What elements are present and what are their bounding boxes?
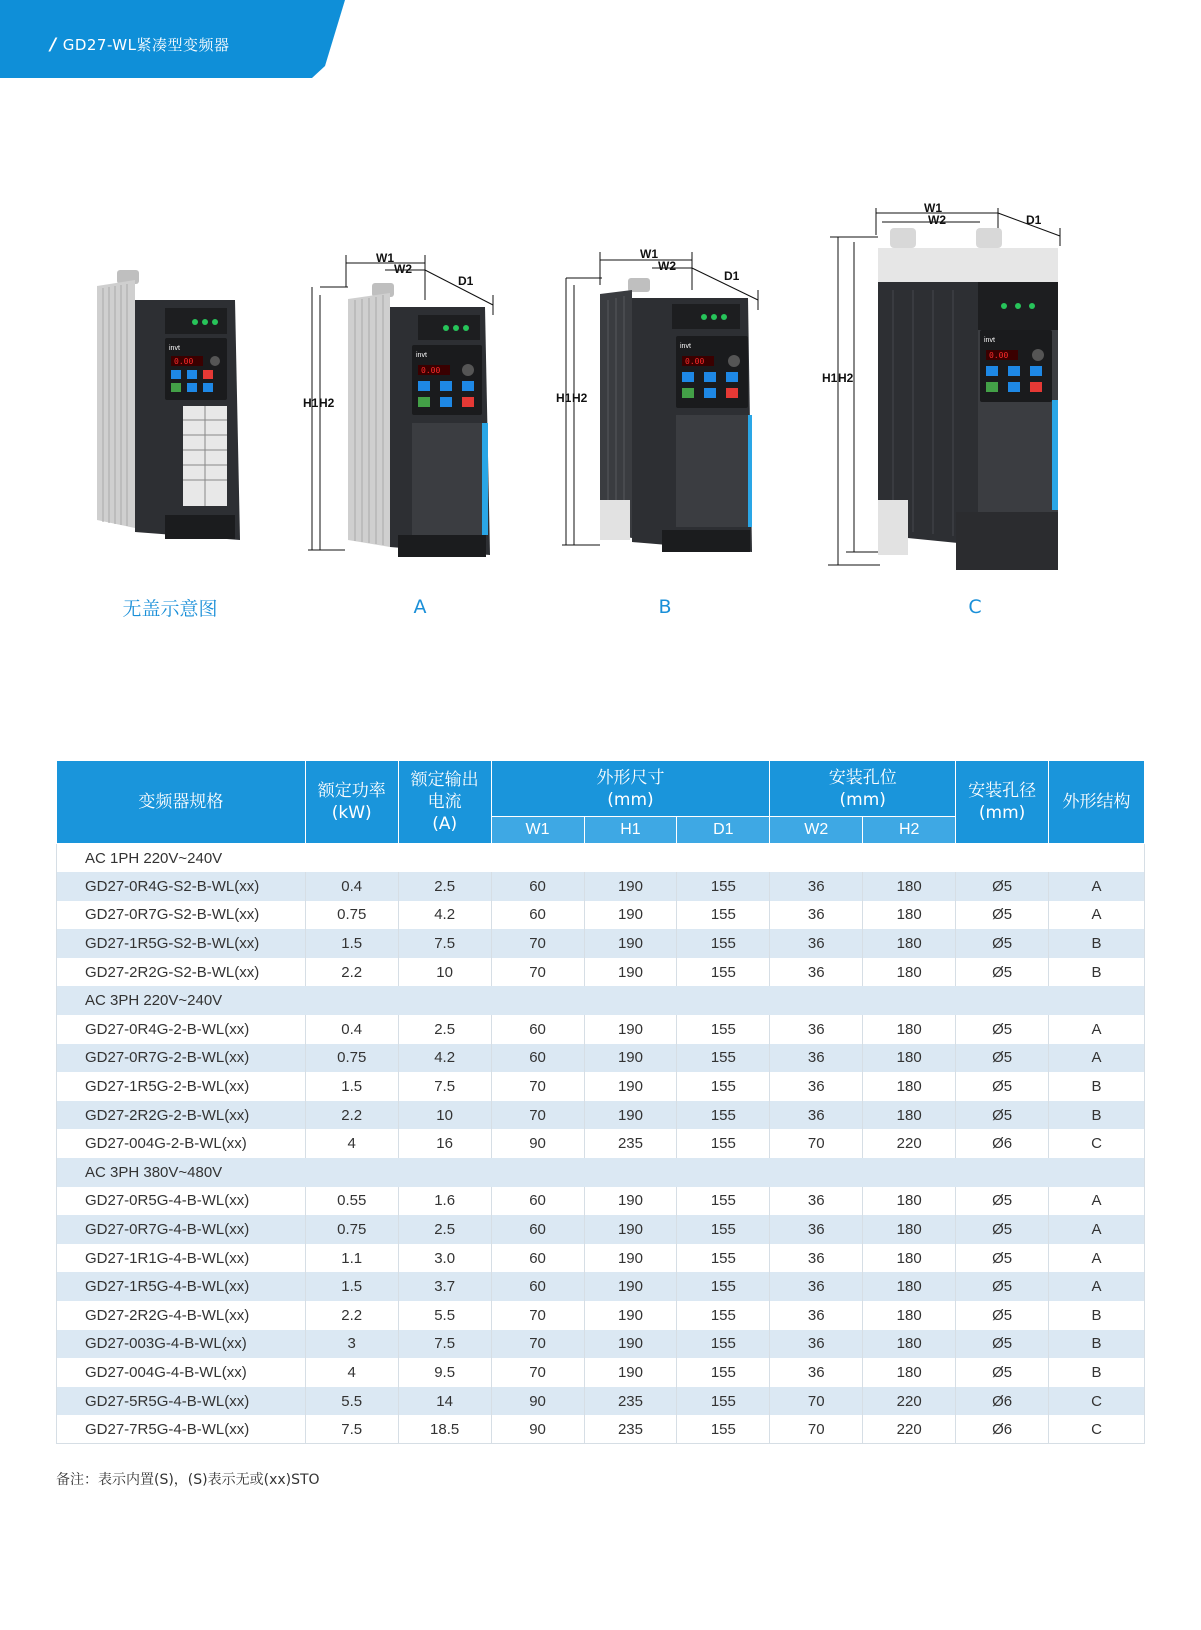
caption-uncovered: 无盖示意图 <box>122 598 218 620</box>
cell-power: 1.5 <box>305 1072 398 1101</box>
cell-power: 0.75 <box>305 901 398 930</box>
dim-w2-label: W2 <box>928 213 946 227</box>
cell-model: GD27-1R1G-4-B-WL(xx) <box>57 1244 306 1273</box>
cell-current: 10 <box>398 1101 491 1130</box>
cell-type: A <box>1049 872 1145 901</box>
cell-h2: 180 <box>863 1187 956 1216</box>
dim-h2-label: H2 <box>319 396 335 410</box>
cell-hole: Ø5 <box>956 1272 1049 1301</box>
header-current: 额定输出 电流 (A) <box>398 761 491 844</box>
group-label: AC 3PH 220V~240V <box>57 986 1145 1015</box>
cell-d1: 155 <box>677 1129 770 1158</box>
header-h2: H2 <box>863 817 956 844</box>
dim-d1-label: D1 <box>1026 213 1042 227</box>
title-text: GD27-WL紧凑型变频器 <box>62 36 230 54</box>
cell-current: 2.5 <box>398 872 491 901</box>
header-mounting: 安装孔位 (mm) <box>770 761 956 817</box>
cell-model: GD27-0R5G-4-B-WL(xx) <box>57 1187 306 1216</box>
group-label: AC 3PH 380V~480V <box>57 1158 1145 1187</box>
cell-h2: 180 <box>863 1358 956 1387</box>
cell-w1: 60 <box>491 1015 584 1044</box>
cell-power: 0.75 <box>305 1215 398 1244</box>
cell-hole: Ø5 <box>956 1215 1049 1244</box>
cell-model: GD27-7R5G-4-B-WL(xx) <box>57 1415 306 1444</box>
caption-b: B <box>658 596 672 618</box>
cell-d1: 155 <box>677 872 770 901</box>
cell-type: C <box>1049 1415 1145 1444</box>
cell-h2: 220 <box>863 1387 956 1416</box>
header-hole: 安装孔径 (mm) <box>956 761 1049 844</box>
cell-type: B <box>1049 1358 1145 1387</box>
cell-hole: Ø5 <box>956 1015 1049 1044</box>
cell-power: 2.2 <box>305 958 398 987</box>
cell-d1: 155 <box>677 1187 770 1216</box>
table-row <box>57 1044 1145 1073</box>
cell-current: 5.5 <box>398 1301 491 1330</box>
dim-h2-label: H2 <box>838 371 854 385</box>
cell-h1: 190 <box>584 1244 677 1273</box>
cell-w1: 90 <box>491 1387 584 1416</box>
table-row <box>57 901 1145 930</box>
cell-model: GD27-0R4G-S2-B-WL(xx) <box>57 872 306 901</box>
cell-h2: 180 <box>863 1101 956 1130</box>
cell-current: 10 <box>398 958 491 987</box>
cell-w1: 70 <box>491 958 584 987</box>
cell-w2: 36 <box>770 1044 863 1073</box>
cell-current: 3.7 <box>398 1272 491 1301</box>
page-title <box>50 34 229 55</box>
cell-power: 4 <box>305 1358 398 1387</box>
cell-hole: Ø5 <box>956 1358 1049 1387</box>
cell-power: 4 <box>305 1129 398 1158</box>
cell-current: 7.5 <box>398 1072 491 1101</box>
cell-model: GD27-004G-4-B-WL(xx) <box>57 1358 306 1387</box>
table-row <box>57 1129 1145 1158</box>
cell-h1: 235 <box>584 1415 677 1444</box>
cell-w1: 90 <box>491 1129 584 1158</box>
cell-current: 16 <box>398 1129 491 1158</box>
product-figures <box>0 200 1201 640</box>
cell-type: B <box>1049 1301 1145 1330</box>
cell-power: 1.5 <box>305 1272 398 1301</box>
cell-current: 1.6 <box>398 1187 491 1216</box>
cell-type: A <box>1049 1187 1145 1216</box>
cell-h2: 180 <box>863 1272 956 1301</box>
product-uncovered-illustration <box>95 270 245 560</box>
cell-d1: 155 <box>677 929 770 958</box>
table-row <box>57 1358 1145 1387</box>
cell-h1: 190 <box>584 901 677 930</box>
cell-current: 4.2 <box>398 1044 491 1073</box>
cell-d1: 155 <box>677 1301 770 1330</box>
cell-current: 14 <box>398 1387 491 1416</box>
table-row <box>57 958 1145 987</box>
header-d1: D1 <box>677 817 770 844</box>
cell-type: B <box>1049 1101 1145 1130</box>
cell-w2: 36 <box>770 1101 863 1130</box>
cell-w2: 36 <box>770 872 863 901</box>
cell-h2: 180 <box>863 958 956 987</box>
cell-h1: 190 <box>584 958 677 987</box>
product-c-drawing <box>818 200 1068 572</box>
brand-logo-a: invt <box>416 352 427 359</box>
cell-power: 0.4 <box>305 1015 398 1044</box>
dim-w2-label: W2 <box>394 262 412 276</box>
header-w1: W1 <box>491 817 584 844</box>
cell-d1: 155 <box>677 1015 770 1044</box>
cell-w1: 60 <box>491 901 584 930</box>
cell-d1: 155 <box>677 1072 770 1101</box>
cell-w1: 70 <box>491 1330 584 1359</box>
cell-h2: 180 <box>863 1072 956 1101</box>
dim-h1-label: H1 <box>556 391 572 405</box>
cell-h1: 190 <box>584 1101 677 1130</box>
cell-h2: 180 <box>863 1330 956 1359</box>
dim-h2-label: H2 <box>572 391 588 405</box>
cell-hole: Ø5 <box>956 958 1049 987</box>
cell-w1: 60 <box>491 872 584 901</box>
cell-model: GD27-0R7G-2-B-WL(xx) <box>57 1044 306 1073</box>
cell-current: 2.5 <box>398 1015 491 1044</box>
table-row <box>57 1187 1145 1216</box>
cell-d1: 155 <box>677 1244 770 1273</box>
brand-logo: invt <box>169 345 180 352</box>
cell-w1: 70 <box>491 1358 584 1387</box>
dim-d1-label: D1 <box>724 269 740 283</box>
table-row <box>57 929 1145 958</box>
table-row <box>57 872 1145 901</box>
cell-w2: 36 <box>770 1330 863 1359</box>
cell-d1: 155 <box>677 1272 770 1301</box>
cell-hole: Ø5 <box>956 1044 1049 1073</box>
cell-h1: 190 <box>584 872 677 901</box>
cell-w1: 70 <box>491 929 584 958</box>
cell-hole: Ø5 <box>956 1301 1049 1330</box>
cell-power: 3 <box>305 1330 398 1359</box>
cell-h1: 190 <box>584 1301 677 1330</box>
cell-current: 3.0 <box>398 1244 491 1273</box>
cell-hole: Ø5 <box>956 1244 1049 1273</box>
header-h1: H1 <box>584 817 677 844</box>
cell-model: GD27-0R7G-S2-B-WL(xx) <box>57 901 306 930</box>
cell-model: GD27-1R5G-4-B-WL(xx) <box>57 1272 306 1301</box>
cell-type: A <box>1049 1272 1145 1301</box>
cell-h1: 235 <box>584 1387 677 1416</box>
table-group-row <box>57 986 1145 1015</box>
cell-current: 2.5 <box>398 1215 491 1244</box>
cell-hole: Ø5 <box>956 1072 1049 1101</box>
cell-w2: 70 <box>770 1387 863 1416</box>
cell-h1: 190 <box>584 929 677 958</box>
cell-d1: 155 <box>677 1044 770 1073</box>
cell-hole: Ø5 <box>956 901 1049 930</box>
table-row <box>57 1101 1145 1130</box>
cell-power: 1.5 <box>305 929 398 958</box>
brand-logo-c: invt <box>984 337 995 344</box>
cell-w2: 36 <box>770 1301 863 1330</box>
cell-h1: 190 <box>584 1187 677 1216</box>
dim-h1-label: H1 <box>303 396 319 410</box>
dim-w1-label: W1 <box>376 251 394 265</box>
cell-h2: 180 <box>863 1244 956 1273</box>
header-dimensions: 外形尺寸 (mm) <box>491 761 770 817</box>
cell-w2: 36 <box>770 958 863 987</box>
spec-table-body <box>57 844 1145 1444</box>
cell-d1: 155 <box>677 901 770 930</box>
header-spec: 变频器规格 <box>57 761 306 844</box>
table-group-row <box>57 844 1145 873</box>
cell-h1: 190 <box>584 1272 677 1301</box>
cell-h2: 180 <box>863 1015 956 1044</box>
cell-h2: 180 <box>863 872 956 901</box>
group-label: AC 1PH 220V~240V <box>57 844 1145 873</box>
caption-a: A <box>413 596 427 618</box>
cell-w2: 36 <box>770 1358 863 1387</box>
caption-c: C <box>968 596 982 618</box>
dim-w1-label: W1 <box>640 247 658 261</box>
cell-w2: 36 <box>770 1015 863 1044</box>
cell-model: GD27-003G-4-B-WL(xx) <box>57 1330 306 1359</box>
cell-model: GD27-1R5G-S2-B-WL(xx) <box>57 929 306 958</box>
svg-text:0.00: 0.00 <box>421 366 441 375</box>
cell-type: B <box>1049 1072 1145 1101</box>
cell-current: 7.5 <box>398 1330 491 1359</box>
cell-h2: 180 <box>863 929 956 958</box>
cell-type: B <box>1049 1330 1145 1359</box>
cell-current: 18.5 <box>398 1415 491 1444</box>
cell-w1: 70 <box>491 1301 584 1330</box>
cell-power: 2.2 <box>305 1301 398 1330</box>
cell-model: GD27-0R4G-2-B-WL(xx) <box>57 1015 306 1044</box>
dim-w2-label: W2 <box>658 259 676 273</box>
cell-type: B <box>1049 929 1145 958</box>
table-row <box>57 1301 1145 1330</box>
footnote: 备注：表示内置(S)，(S)表示无或(xx)STO <box>56 1472 320 1488</box>
cell-w2: 36 <box>770 901 863 930</box>
cell-type: A <box>1049 1244 1145 1273</box>
cell-power: 0.4 <box>305 872 398 901</box>
svg-text:0.00: 0.00 <box>685 357 705 366</box>
svg-text:0.00: 0.00 <box>989 351 1009 360</box>
cell-w2: 36 <box>770 1187 863 1216</box>
cell-h1: 190 <box>584 1215 677 1244</box>
cell-h2: 180 <box>863 1301 956 1330</box>
cell-hole: Ø5 <box>956 1330 1049 1359</box>
cell-h1: 190 <box>584 1072 677 1101</box>
cell-model: GD27-0R7G-4-B-WL(xx) <box>57 1215 306 1244</box>
cell-w1: 90 <box>491 1415 584 1444</box>
cell-current: 9.5 <box>398 1358 491 1387</box>
cell-h1: 190 <box>584 1358 677 1387</box>
cell-type: A <box>1049 1215 1145 1244</box>
cell-d1: 155 <box>677 958 770 987</box>
cell-model: GD27-2R2G-4-B-WL(xx) <box>57 1301 306 1330</box>
table-row <box>57 1015 1145 1044</box>
cell-w1: 60 <box>491 1215 584 1244</box>
cell-hole: Ø5 <box>956 1187 1049 1216</box>
cell-w2: 36 <box>770 1215 863 1244</box>
spec-table <box>56 760 1145 1444</box>
header-w2: W2 <box>770 817 863 844</box>
cell-w2: 70 <box>770 1415 863 1444</box>
cell-w1: 60 <box>491 1187 584 1216</box>
cell-hole: Ø5 <box>956 929 1049 958</box>
cell-d1: 155 <box>677 1330 770 1359</box>
cell-model: GD27-2R2G-2-B-WL(xx) <box>57 1101 306 1130</box>
cell-w1: 60 <box>491 1244 584 1273</box>
cell-w1: 70 <box>491 1072 584 1101</box>
cell-hole: Ø5 <box>956 1101 1049 1130</box>
cell-type: C <box>1049 1387 1145 1416</box>
cell-w1: 70 <box>491 1101 584 1130</box>
cell-d1: 155 <box>677 1215 770 1244</box>
header-power: 额定功率 (kW) <box>305 761 398 844</box>
cell-h1: 190 <box>584 1044 677 1073</box>
cell-power: 0.55 <box>305 1187 398 1216</box>
cell-power: 5.5 <box>305 1387 398 1416</box>
cell-hole: Ø6 <box>956 1415 1049 1444</box>
cell-d1: 155 <box>677 1358 770 1387</box>
cell-h1: 190 <box>584 1015 677 1044</box>
cell-hole: Ø5 <box>956 872 1049 901</box>
cell-power: 0.75 <box>305 1044 398 1073</box>
product-a-drawing <box>300 245 510 565</box>
cell-h2: 180 <box>863 1044 956 1073</box>
cell-power: 2.2 <box>305 1101 398 1130</box>
table-row <box>57 1215 1145 1244</box>
cell-h2: 220 <box>863 1415 956 1444</box>
cell-w2: 36 <box>770 1072 863 1101</box>
cell-type: A <box>1049 1015 1145 1044</box>
table-row <box>57 1272 1145 1301</box>
cell-w1: 60 <box>491 1272 584 1301</box>
cell-d1: 155 <box>677 1101 770 1130</box>
cell-current: 4.2 <box>398 901 491 930</box>
cell-type: A <box>1049 1044 1145 1073</box>
brand-logo-b: invt <box>680 343 691 350</box>
cell-power: 7.5 <box>305 1415 398 1444</box>
cell-type: B <box>1049 958 1145 987</box>
cell-model: GD27-5R5G-4-B-WL(xx) <box>57 1387 306 1416</box>
table-row <box>57 1330 1145 1359</box>
cell-hole: Ø6 <box>956 1387 1049 1416</box>
table-row <box>57 1415 1145 1444</box>
title-slash: / <box>50 35 57 55</box>
table-row <box>57 1387 1145 1416</box>
svg-text:0.00: 0.00 <box>174 357 194 366</box>
table-row <box>57 1072 1145 1101</box>
cell-w2: 36 <box>770 1244 863 1273</box>
header-structure: 外形结构 <box>1049 761 1145 844</box>
dim-w1-label: W1 <box>924 201 942 215</box>
cell-w2: 36 <box>770 929 863 958</box>
cell-w2: 70 <box>770 1129 863 1158</box>
cell-w2: 36 <box>770 1272 863 1301</box>
cell-h2: 180 <box>863 1215 956 1244</box>
cell-model: GD27-004G-2-B-WL(xx) <box>57 1129 306 1158</box>
cell-h1: 190 <box>584 1330 677 1359</box>
cell-h2: 180 <box>863 901 956 930</box>
cell-h1: 235 <box>584 1129 677 1158</box>
table-row <box>57 1244 1145 1273</box>
dim-d1-label: D1 <box>458 274 474 288</box>
cell-model: GD27-1R5G-2-B-WL(xx) <box>57 1072 306 1101</box>
cell-d1: 155 <box>677 1387 770 1416</box>
cell-power: 1.1 <box>305 1244 398 1273</box>
table-group-row <box>57 1158 1145 1187</box>
cell-h2: 220 <box>863 1129 956 1158</box>
cell-d1: 155 <box>677 1415 770 1444</box>
cell-model: GD27-2R2G-S2-B-WL(xx) <box>57 958 306 987</box>
cell-current: 7.5 <box>398 929 491 958</box>
product-b-drawing <box>552 240 767 560</box>
dim-h1-label: H1 <box>822 371 838 385</box>
cell-type: A <box>1049 901 1145 930</box>
cell-hole: Ø6 <box>956 1129 1049 1158</box>
cell-w1: 60 <box>491 1044 584 1073</box>
cell-type: C <box>1049 1129 1145 1158</box>
